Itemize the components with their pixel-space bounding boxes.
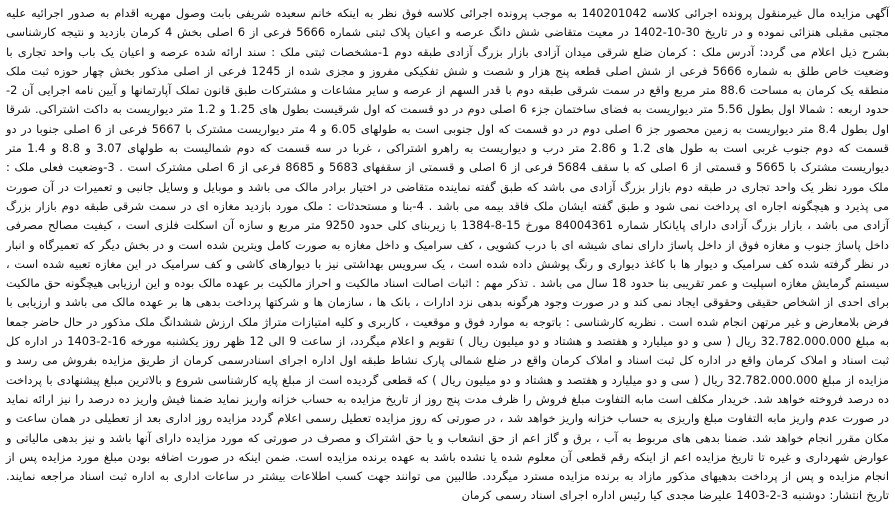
auction-notice-text: آگهی مزایده مال غیرمنقول پرونده اجرائی کلاسه 140201042 به موجب پرونده اجرائی کلاسه فوق نظر به اینکه خانم سعیده شریفی بابت وصول مهریه اقدام به صدور اجرائیه علیه مجتبی مقبلی هنزائی نموده و در تاریخ 30-10-1402 در معیت متقاضی شش دانگ عرصه و اعیان پلاک ثبتی شماره 5666 فرعی از 6 اصلی بخش 4 کرمان بازدید و نتیجه کارشناسی بشرح ذیل اعلام می گردد: آدرس ملک : کرمان ضلع شرقی میدان آزادی بازار بزرگ آزادی طبقه دوم 1-مشخصات ثبتی ملک : سند ارائه شده عرصه و اعیان یک باب واحد تجاری با وضعیت خاص طلق به شماره 5666 فرعی از شش اصلی قطعه پنج هزار و شصت و شش تفکیکی مفروز و مجزی شده از 1245 فرعی از اصلی مذکور بخش چهار حوزه ثبت ملک منطقه یک کرمان به مساحت 88.6 متر مربع واقع در سمت شرقی طبقه دوم با قدر السهم از عرصه و سایر مشاعات و مشترکات طبق قانون تملک آپارتمانها و آیین نامه اجرایی آن 2-حدود اربعه : شمالا اول بطول 5.56 متر دیواریست به فضای ساختمان جزء 6 اصلی دوم در دو قسمت که اول شرقیست بطول های 1.25 و 1.2 متر دیواریست به داکت اشتراکی. شرقا اول بطول 8.4 متر دیواریست به زمین محصور جز 6 اصلی دوم در دو قسمت که اول جنوبی است به طولهای 6.05 و 4 متر دیواریست مشترک با 5667 فرعی از 6 اصلی جنوبا در دو قسمت که دوم جنوب غربی است به طول های 1.2 و 2.86 متر درب و دیواریست به راهرو اشتراکی ، غربا در سه قسمت که دوم شمالیست به طولهای 3.07 و 8.8 و 1.4 متر دیواریست مشترک با 5665 و قسمتی از 6 اصلی که با سقف 5684 فرعی از 6 اصلی و قسمتی از سقفهای 5683 و 8685 فرعی از 6 اصلی مشترک است . 3-وضعیت فعلی ملک : ملک مورد نظر یک واحد تجاری در طبقه دوم بازار بزرگ آزادی می باشد که طبق گفته نماینده متقاضی در اختیار برادر مالک می باشد و موبایل و وسایل جانبی و تعمیرات در آن صورت می پذیرد و هیچگونه اجاره ای پرداخت نمی شود و طبق گفته ایشان ملک فاقد بیمه می باشد . 4-بنا و مستحدثات : ملک مورد بازدید مغازه ای در سمت شرقی طبقه دوم بازار بزرگ آزادی می باشد ، بازار بزرگ آزادی دارای پایانکار شماره 84004361 مورخ 15-8-1384 با زیربنای کلی حدود 9250 متر مربع و سازه آن اسکلت فلزی است ، کیفیت مصالح مصرفی داخل پاساژ جنوب و مغازه فوق از داخل پاساژ دارای نمای شیشه ای با درب کشویی ، کف سرامیک و داخل مغازه به صورت کامل ویترین شده است و در بخش دیگر که تعمیرگاه و انبار در نظر گرفته شده کف سرامیک و دیوار ها با کاغذ دیواری و رنگ پوشش داده شده است ، یک سرویس بهداشتی نیز با دیوارهای کاشی و کف سرامیک در این مغازه تعبیه شده است ، سیستم گرمایش مغازه اسپلیت و عمر تقریبی بنا حدود 18 سال می باشد . تذکر مهم : اثبات اصالت اسناد مالکیت و احراز مالکیت بر عهده مالک بوده و این ارزیابی هیچگونه حق مالکیت برای احدی از اشخاص حقیقی وحقوقی ایجاد نمی کند و در صورت وجود هرگونه بدهی نزد ادارات ، بانک ها ، سازمان ها و شرکتها پرداخت بدهی ها بر عهده مالک می باشد و ارزیابی با فرض بلامعارض و غیر مرتهن انجام شده است . نظریه کارشناسی : باتوجه به موارد فوق و موقعیت ، کاربری و کلیه امتیازات متراژ ملک ارزش ششدانگ ملک مذکور در حال حاضر جمعا به مبلغ 32.782.000.000 ریال ( سی و دو میلیارد و هفتصد و هشتاد و دو میلیون ریال ) تقویم و اعلام میگردد، از ساعت 9 الی 12 ظهر روز یکشنبه مورخه 16-2-1403 در اداره کل ثبت اسناد و املاک کرمان واقع در اداره کل ثبت اسناد و املاک کرمان واقع در ضلع شمالی پارک نشاط طبقه اول اداره اجرای اسنادرسمی کرمان از طریق مزایده بفروش می رسد و مزایده از مبلغ 32.782.000.000 ریال ( سی و دو میلیارد و هفتصد و هشتاد و دو میلیون ریال ) که قطعی گردیده است از مبلغ پایه کارشناسی شروع و بالاترین مبلغ پیشنهادی با پرداخت ده درصد فروخته خواهد شد. خریدار مکلف است مابه التفاوت مبلغ فروش را ظرف مدت پنج روز از تاریخ مزایده به حساب خزانه واریز نماید ضمنا فیش واریز ده درصد را نیز ارائه نماید در صورت عدم واریز مابه التفاوت مبلغ واریزی به حساب خزانه واریز خواهد شد ، در صورتی که روز مزایده تعطیل رسمی اعلام گردد مزایده روز اداری بعد از تعطیلی در همان ساعت و مکان مقرر انجام خواهد شد. ضمنا بدهی های مربوط به آب ، برق و گاز اعم از حق انشعاب و یا حق اشتراک و مصرف در صورتی که مورد مزایده دارای آنها باشد و نیز بدهی مالیاتی و عوارض شهرداری و غیره تا تاریخ مزایده اعم از اینکه رقم قطعی آن معلوم شده یا نشده باشد به عهده برنده مزایده است. ضمن اینکه در صورت اضافه بودن مبلغ مورد مزایده پس از انجام مزایده و پس از پرداخت بدهیهای مذکور مازاد به برنده مزایده مسترد میگردد. طالبین می توانند جهت کسب اطلاعات بیشتر در ساعات اداری به اداره ثبت اسناد مراجعه نمایند. تاریخ انتشار: دوشنبه 3-2-1403 علیرضا مجدی کیا رئیس اداره اجرای اسناد رسمی کرمان — [6, 6, 890, 503]
